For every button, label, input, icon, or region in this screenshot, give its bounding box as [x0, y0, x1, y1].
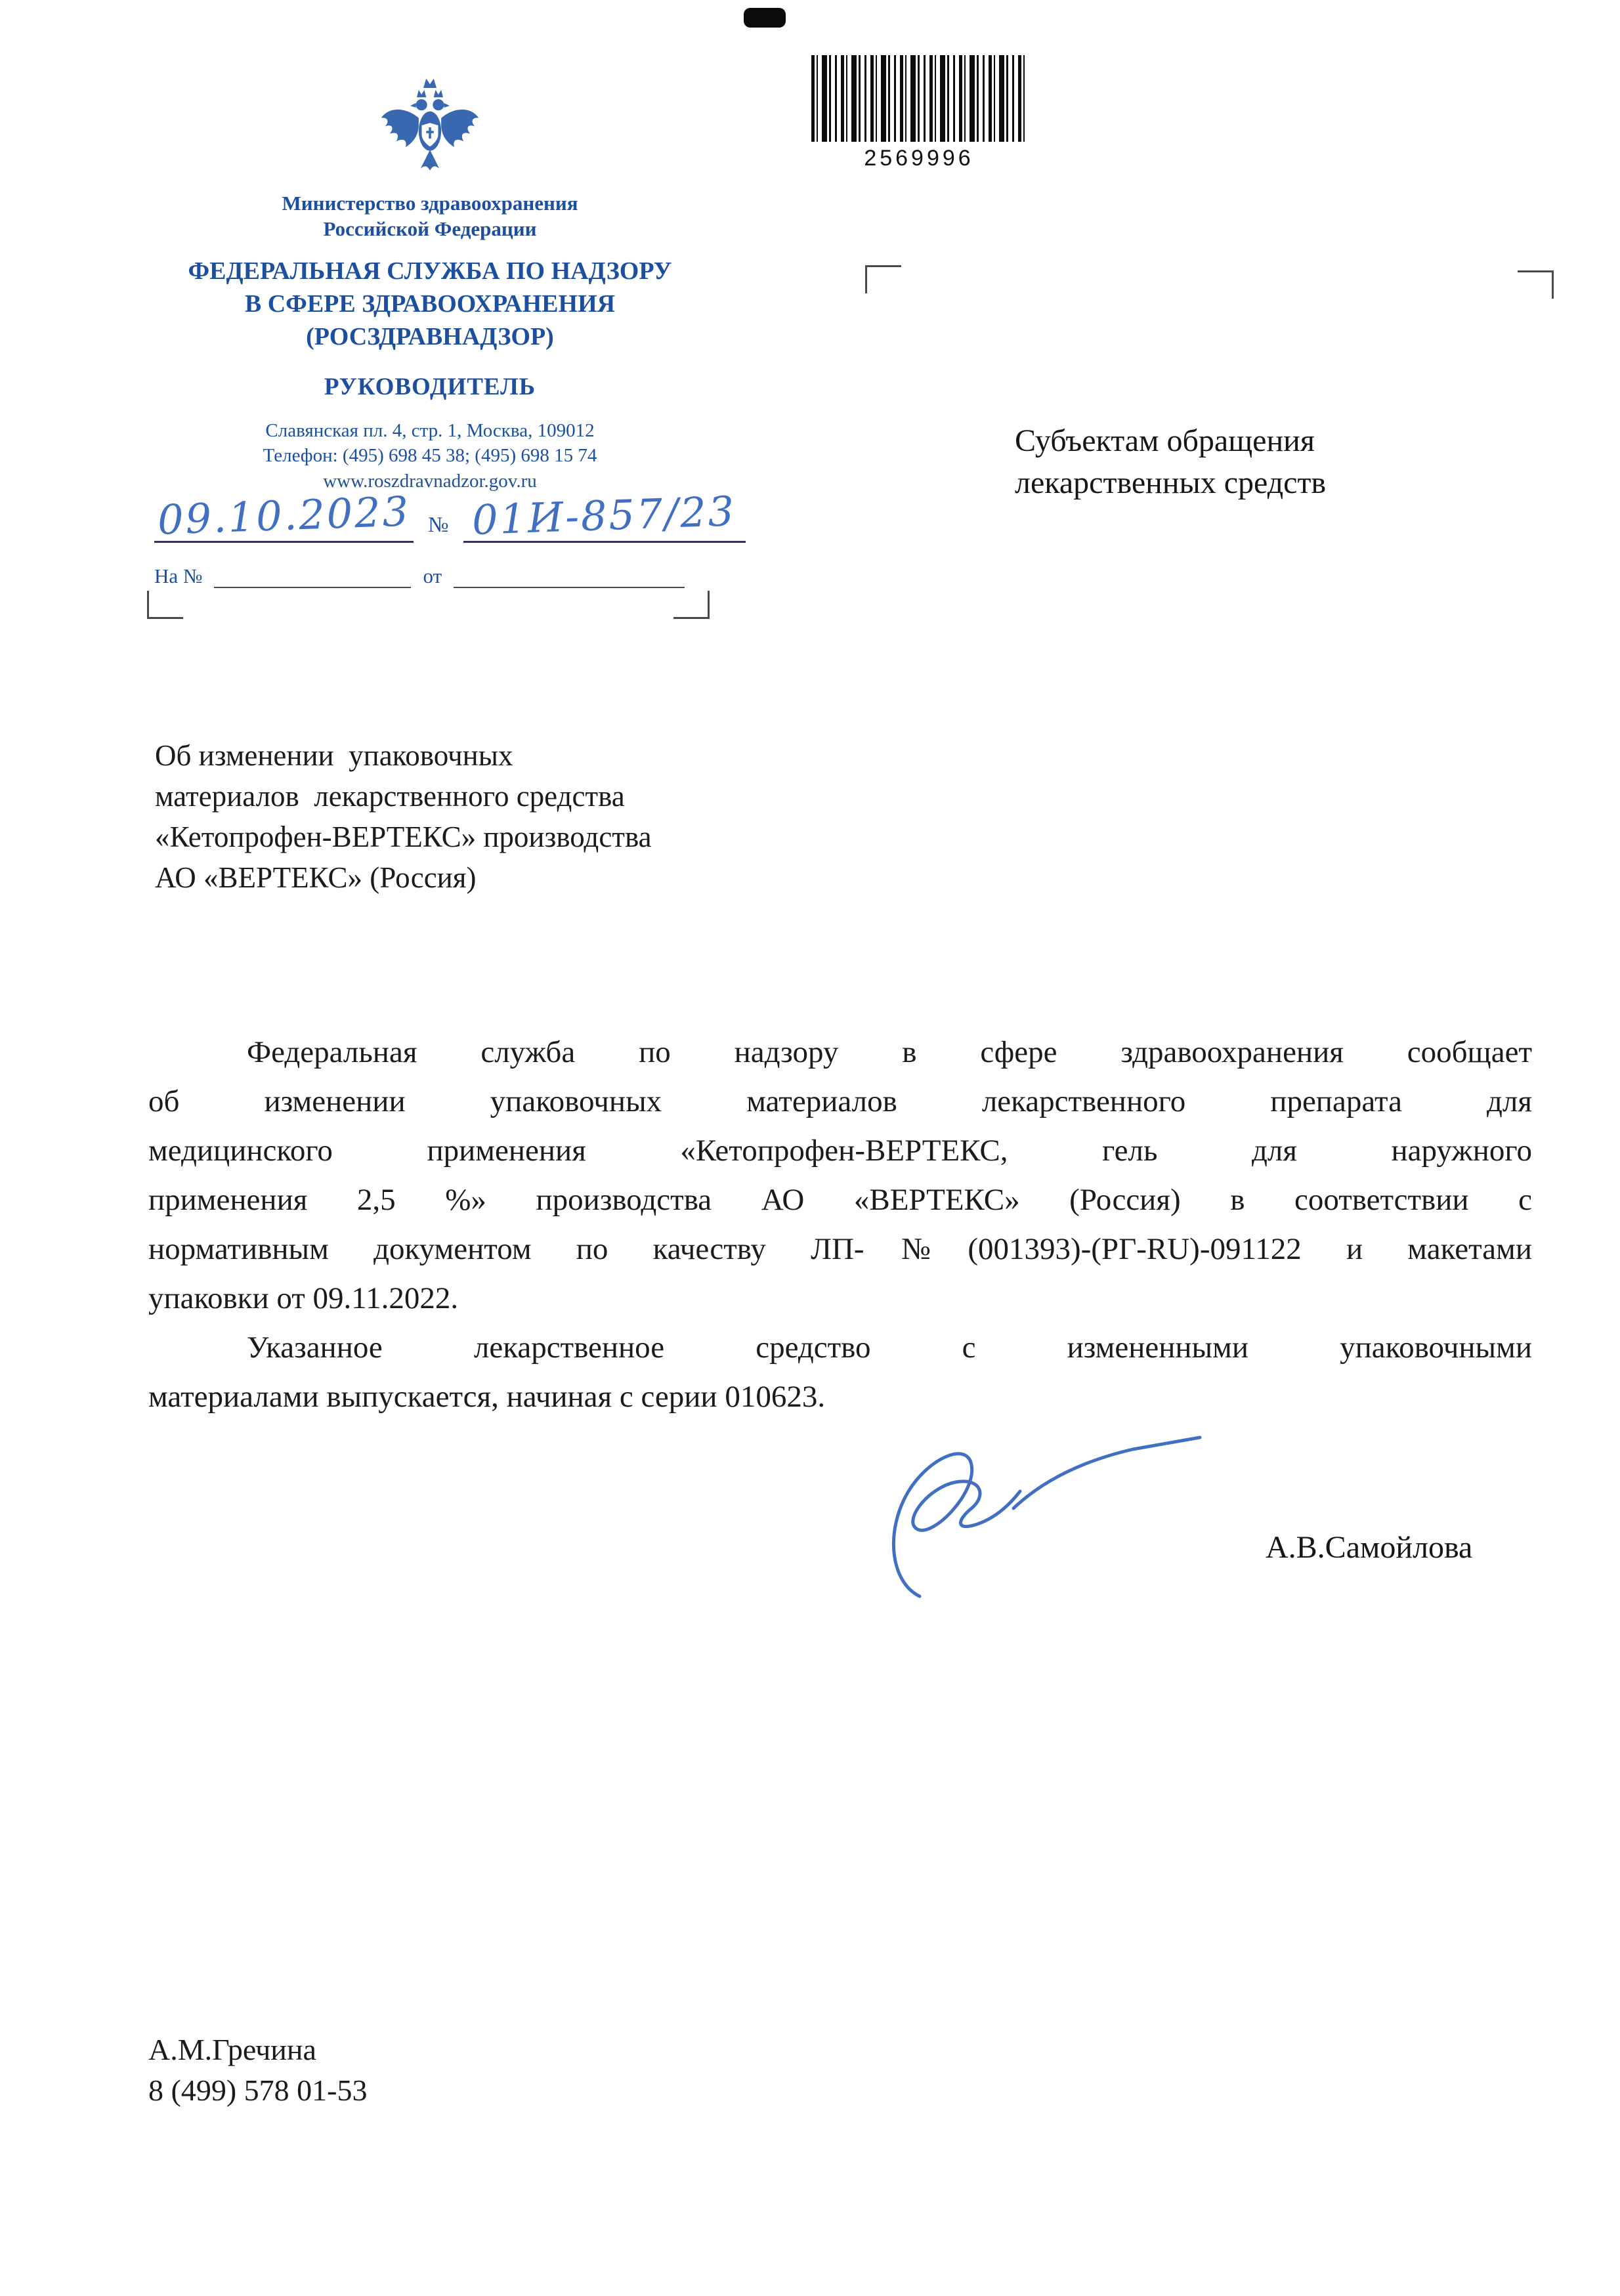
body-line: нормативным документом по качеству ЛП-№(001393)-(РГ-RU)-091122 и макетами — [148, 1232, 1532, 1266]
scan-registration-mark — [744, 8, 786, 28]
barcode-number: 2569996 — [864, 146, 974, 171]
subject-line: материалов лекарственного средства — [155, 780, 625, 813]
body-line: Указанное лекарственное средство с измененными упаковочными — [247, 1330, 1532, 1365]
corner-mark-bottom-right — [673, 591, 710, 619]
reply-date-blank — [454, 563, 685, 588]
subject-line: АО «ВЕРТЕКС» (Россия) — [155, 861, 477, 894]
handwritten-date: 09.10.2023 — [156, 487, 412, 544]
body-line: материалами выпускается, начиная с серии 010623. — [148, 1380, 826, 1414]
corner-mark-top-right — [1518, 270, 1554, 299]
executor-phone: 8 (499) 578 01-53 — [148, 2073, 368, 2107]
corner-mark-top-left — [865, 265, 901, 293]
body-line: применения 2,5 %» производства АО «ВЕРТЕКС» (Россия) в соответствии с — [148, 1183, 1532, 1217]
handwritten-number: 01И-857/23 — [471, 487, 737, 544]
subject-line: «Кетопрофен-ВЕРТЕКС» производства — [155, 820, 652, 853]
handwritten-signature — [857, 1424, 1225, 1621]
number-sign: № — [428, 513, 449, 537]
service-name-line3: (РОСЗДРАВНАДЗОР) — [306, 323, 554, 351]
reply-number-blank — [214, 563, 411, 588]
corner-mark-bottom-left — [147, 591, 183, 619]
na-label: На № — [154, 564, 203, 587]
subject-block — [155, 735, 733, 898]
reply-to-row — [154, 563, 685, 588]
date-blank-line — [154, 484, 414, 543]
body-line: об изменении упаковочных материалов лекарственного препарата для — [148, 1084, 1532, 1118]
letter-body — [148, 1028, 1532, 1422]
postal-address: Славянская пл. 4, стр. 1, Москва, 109012 — [265, 420, 595, 441]
service-name-line1: ФЕДЕРАЛЬНАЯ СЛУЖБА ПО НАДЗОРУ — [188, 257, 672, 285]
ministry-name-line2: Российской Федерации — [323, 217, 537, 240]
ot-label: от — [423, 564, 442, 587]
website-url: www.roszdravnadzor.gov.ru — [323, 471, 537, 492]
body-line: упаковки от 09.11.2022. — [148, 1281, 459, 1315]
body-line: медицинского применения «Кетопрофен-ВЕРТЕКС, гель для наружного — [148, 1134, 1532, 1168]
phone-line: Телефон: (495) 698 45 38; (495) 698 15 74 — [263, 445, 597, 466]
addressee-line1: Субъектам обращения — [1015, 423, 1315, 458]
executor-name: А.М.Гречина — [148, 2033, 316, 2066]
outgoing-date-number-row — [154, 484, 746, 543]
signer-name: А.В.Самойлова — [1266, 1530, 1473, 1565]
position-title: РУКОВОДИТЕЛЬ — [324, 373, 536, 400]
subject-line: Об изменении упаковочных — [155, 739, 513, 772]
service-name-line2: В СФЕРЕ ЗДРАВООХРАНЕНИЯ — [244, 290, 616, 318]
body-line: Федеральная служба по надзору в сфере здравоохранения сообщает — [247, 1035, 1532, 1069]
barcode — [811, 55, 1027, 142]
executor-block — [148, 2030, 367, 2111]
coat-of-arms-icon — [373, 75, 486, 180]
ministry-name-line1: Министерство здравоохранения — [282, 192, 578, 215]
addressee-block — [1015, 420, 1326, 504]
number-blank-line — [463, 484, 746, 543]
letterhead — [139, 75, 721, 492]
addressee-line2: лекарственных средств — [1015, 465, 1327, 500]
